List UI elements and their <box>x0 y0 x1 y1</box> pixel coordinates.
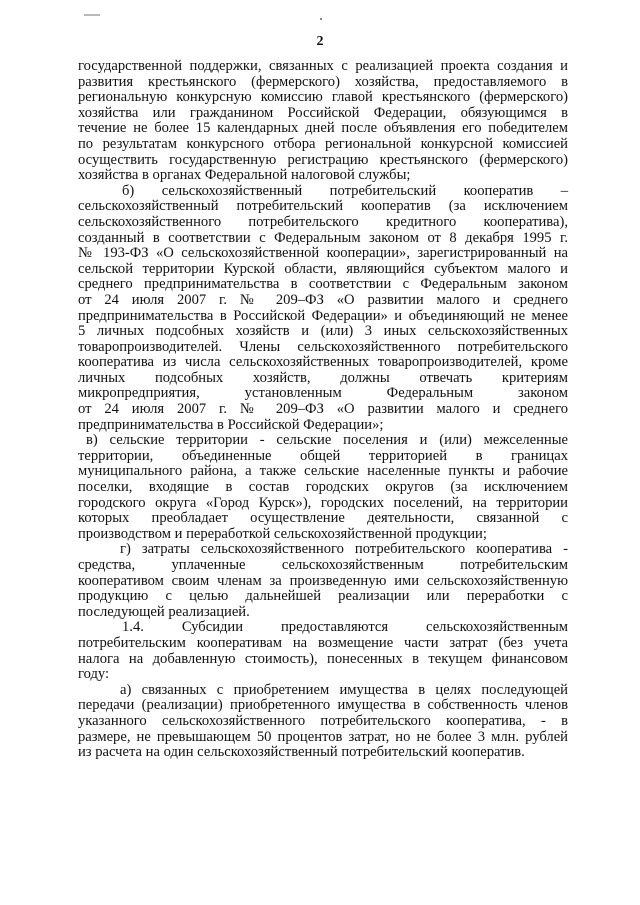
text-line: личных подсобных хозяйств, должны отвечать критериям <box>78 369 568 386</box>
text-line: а) связанных с приобретением имущества в целях последующей <box>120 681 568 698</box>
text-line: городского округа «Город Курск»), городских поселений, на территории <box>78 494 568 511</box>
text-line: государственной поддержки, связанных с реализацией проекта создания и <box>78 58 568 74</box>
scan-artifact-dot <box>320 18 322 20</box>
text-line: от 24 июля 2007 г. № 209–ФЗ «О развитии малого и среднего <box>78 401 568 418</box>
text-line: кооператива из числа сельскохозяйственных товаропроизводителей, кроме <box>78 354 568 371</box>
text-line: из расчета на один сельскохозяйственный потребительский кооператив. <box>78 744 525 761</box>
text-line: муниципального района, а также сельские населенные пункты и рабочие <box>78 463 568 480</box>
text-line: хозяйства или гражданином Российской Федерации, обязующимся в <box>78 104 568 121</box>
text-line: микропредприятия, установленным Федеральным законом <box>78 385 568 402</box>
text-line: продукцию с целью дальнейшей реализации или переработки с <box>78 588 568 605</box>
text-line: налога на добавленную стоимость), понесенных в текущем финансовом <box>78 650 568 667</box>
text-line: производством и переработкой сельскохозяйственной продукции; <box>78 525 487 542</box>
text-line: последующей реализацией. <box>78 603 250 620</box>
text-line: поселки, входящие в состав городских округов (за исключением <box>78 479 568 496</box>
text-line: которых преобладает осуществление деятельности, связанной с <box>78 510 568 527</box>
text-line: 5 личных подсобных хозяйств и (или) 3 иных сельскохозяйственных <box>78 323 568 340</box>
paragraph-1-4 <box>78 620 568 682</box>
text-line: созданный в соответствии с Федеральным законом от 8 декабря 1995 г. <box>78 229 568 246</box>
text-line: товаропроизводителей. Члены сельскохозяйственного потребительского <box>78 338 568 355</box>
text-line: б) сельскохозяйственный потребительский кооператив – <box>122 182 568 199</box>
text-line: течение не более 15 календарных дней после объявления его победителем <box>78 120 568 137</box>
text-line: от 24 июля 2007 г. № 209–ФЗ «О развитии малого и среднего <box>78 291 568 308</box>
text-line: сельскохозяйственный потребительский кооператив (за исключением <box>78 198 568 215</box>
text-line: размере, не превышающем 50 процентов затрат, но не более 3 млн. рублей <box>78 728 568 745</box>
text-line: сельскохозяйственного потребительского кредитного кооператива), <box>78 213 568 230</box>
text-line: в) сельские территории - сельские поселения и (или) межселенные <box>86 432 568 449</box>
text-line: кооперативом своим членам за произведенную ими сельскохозяйственную <box>78 572 568 589</box>
document-body <box>78 59 568 761</box>
text-line: региональную конкурсную комиссию главой крестьянского (фермерского) <box>78 89 568 106</box>
text-line: передачи (реализации) приобретенного имущества в собственность членов <box>78 697 568 714</box>
text-line: 1.4. Субсидии предоставляются сельскохозяйственным <box>122 619 568 636</box>
paragraph-g <box>78 542 568 620</box>
text-line: предпринимательства в Российской Федерации»; <box>78 416 384 433</box>
paragraph-v <box>78 433 568 542</box>
text-line: предпринимательства в Российской Федерации» и объединяющий не менее <box>78 307 568 324</box>
scan-artifact <box>84 14 100 16</box>
paragraph-continuation <box>78 59 568 184</box>
text-line: развития крестьянского (фермерского) хозяйства, предоставляемого в <box>78 73 568 90</box>
text-line: среднего предпринимательства в соответствии с Федеральным законом <box>78 276 568 293</box>
text-line: сельской территории Курской области, являющийся субъектом малого и <box>78 260 568 277</box>
text-line: средства, уплаченные сельскохозяйственным потребительским <box>78 557 568 573</box>
page-number: 2 <box>316 34 324 49</box>
text-line: году: <box>78 666 110 683</box>
text-line: потребительским кооперативам на возмещение части затрат (без учета <box>78 634 568 651</box>
paragraph-a <box>78 683 568 761</box>
text-line: территории, объединенные общей территорией в границах <box>78 447 568 464</box>
text-line: указанного сельскохозяйственного потребительского кооператива, - в <box>78 712 568 729</box>
text-line: хозяйства в органах Федеральной налоговой службы; <box>78 167 411 184</box>
text-line: № 193-ФЗ «О сельскохозяйственной кооперации», зарегистрированный на <box>78 245 568 262</box>
text-line: осуществить государственную регистрацию крестьянского (фермерского) <box>78 151 568 168</box>
paragraph-b <box>78 184 568 434</box>
text-line: по результатам конкурсного отбора региональной конкурсной комиссией <box>78 135 568 152</box>
text-line: г) затраты сельскохозяйственного потребительского кооператива - <box>120 541 568 558</box>
